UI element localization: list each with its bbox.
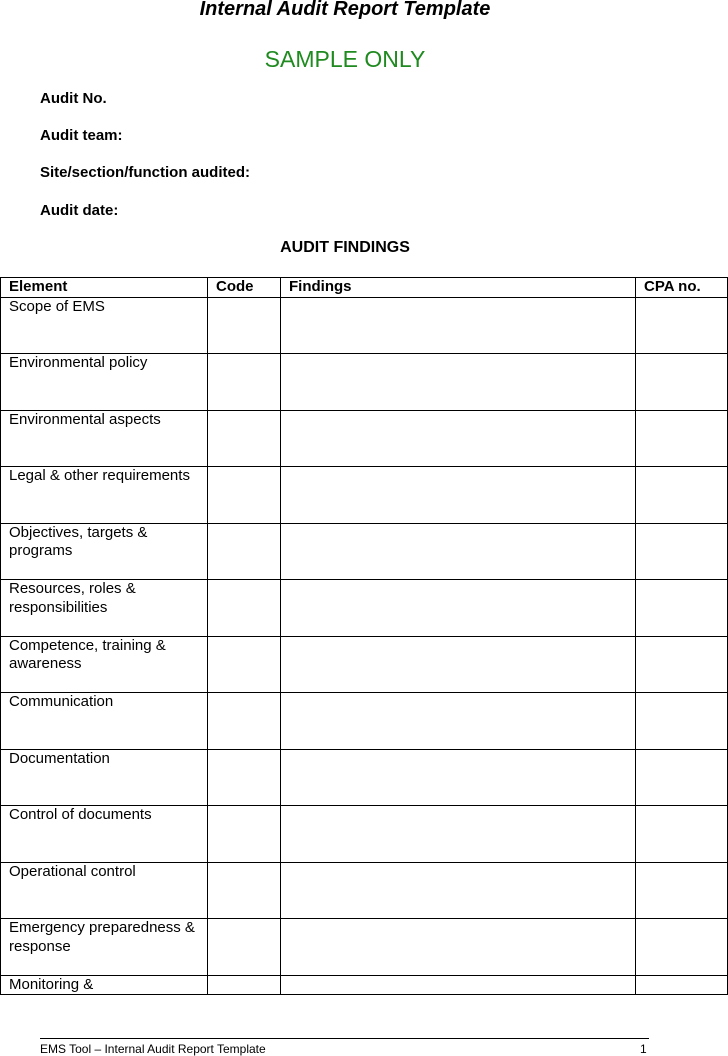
- audit-team-label: Audit team:: [40, 127, 123, 144]
- table-row: [1, 975, 728, 995]
- cpa-cell: [636, 410, 728, 467]
- element-cell: Documentation: [1, 749, 208, 806]
- findings-cell: [281, 693, 636, 750]
- findings-cell: [281, 806, 636, 863]
- table-row: [1, 636, 728, 693]
- table-row: [1, 580, 728, 637]
- element-cell: Communication: [1, 693, 208, 750]
- cpa-cell: [636, 975, 728, 995]
- element-cell: Legal & other requirements: [1, 467, 208, 524]
- element-cell: Emergency preparedness & response: [1, 919, 208, 976]
- table-header-row: [1, 278, 728, 298]
- page-number: 1: [640, 1042, 647, 1056]
- document-title: Internal Audit Report Template: [199, 0, 491, 20]
- table-row: [1, 919, 728, 976]
- cpa-cell: [636, 523, 728, 580]
- element-cell: Monitoring &: [1, 975, 208, 995]
- cpa-cell: [636, 862, 728, 919]
- audit-no-label: Audit No.: [40, 90, 107, 107]
- findings-cell: [281, 749, 636, 806]
- column-header-findings: Findings: [281, 278, 636, 298]
- table-row: [1, 410, 728, 467]
- code-cell: [208, 467, 281, 524]
- findings-cell: [281, 636, 636, 693]
- column-header-element: Element: [1, 278, 208, 298]
- audit-date-label: Audit date:: [40, 202, 119, 219]
- element-cell: Resources, roles & responsibilities: [1, 580, 208, 637]
- cpa-cell: [636, 297, 728, 354]
- audit-findings-table: [0, 277, 728, 995]
- table-row: [1, 806, 728, 863]
- code-cell: [208, 693, 281, 750]
- cpa-cell: [636, 806, 728, 863]
- table-row: [1, 862, 728, 919]
- element-cell: Scope of EMS: [1, 297, 208, 354]
- findings-cell: [281, 297, 636, 354]
- findings-cell: [281, 580, 636, 637]
- cpa-cell: [636, 636, 728, 693]
- code-cell: [208, 410, 281, 467]
- table-row: [1, 467, 728, 524]
- findings-cell: [281, 410, 636, 467]
- column-header-cpa-no: CPA no.: [636, 278, 728, 298]
- code-cell: [208, 636, 281, 693]
- findings-cell: [281, 467, 636, 524]
- code-cell: [208, 580, 281, 637]
- code-cell: [208, 354, 281, 411]
- code-cell: [208, 862, 281, 919]
- cpa-cell: [636, 749, 728, 806]
- table-row: [1, 693, 728, 750]
- table-row: [1, 749, 728, 806]
- findings-cell: [281, 354, 636, 411]
- site-audited-label: Site/section/function audited:: [40, 164, 251, 181]
- cpa-cell: [636, 580, 728, 637]
- findings-cell: [281, 523, 636, 580]
- element-cell: Environmental aspects: [1, 410, 208, 467]
- findings-cell: [281, 919, 636, 976]
- table-row: [1, 523, 728, 580]
- element-cell: Environmental policy: [1, 354, 208, 411]
- element-cell: Control of documents: [1, 806, 208, 863]
- audit-findings-heading: AUDIT FINDINGS: [280, 239, 410, 256]
- column-header-code: Code: [208, 278, 281, 298]
- code-cell: [208, 919, 281, 976]
- cpa-cell: [636, 467, 728, 524]
- footer-text: EMS Tool – Internal Audit Report Template: [40, 1042, 266, 1056]
- cpa-cell: [636, 919, 728, 976]
- code-cell: [208, 523, 281, 580]
- code-cell: [208, 806, 281, 863]
- code-cell: [208, 297, 281, 354]
- findings-cell: [281, 862, 636, 919]
- element-cell: Operational control: [1, 862, 208, 919]
- code-cell: [208, 975, 281, 995]
- footer-divider: [40, 1038, 649, 1039]
- table-row: [1, 297, 728, 354]
- code-cell: [208, 749, 281, 806]
- findings-cell: [281, 975, 636, 995]
- cpa-cell: [636, 354, 728, 411]
- element-cell: Competence, training & awareness: [1, 636, 208, 693]
- cpa-cell: [636, 693, 728, 750]
- element-cell: Objectives, targets & programs: [1, 523, 208, 580]
- sample-only-label: SAMPLE ONLY: [264, 46, 426, 72]
- table-row: [1, 354, 728, 411]
